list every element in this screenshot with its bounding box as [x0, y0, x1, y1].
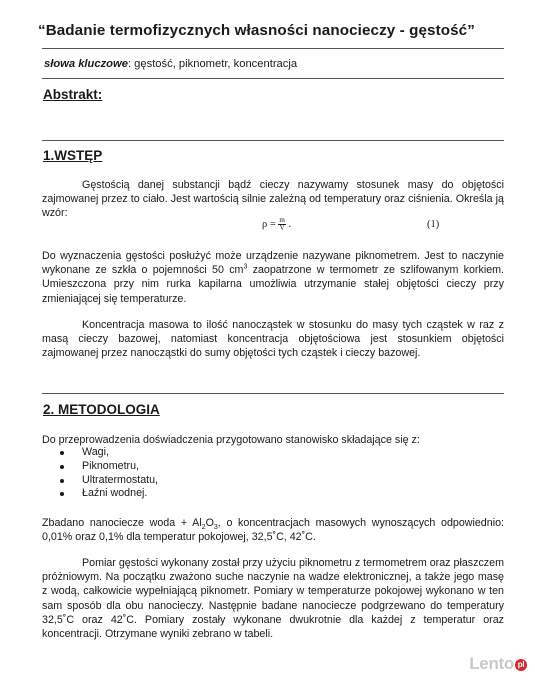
section-heading-metodologia: 2. METODOLOGIA — [43, 402, 160, 417]
watermark-text: Lento — [469, 654, 514, 673]
keywords-line — [44, 58, 297, 70]
samples-text-1: Zbadano nanociecze woda + Al — [42, 517, 202, 529]
watermark-logo — [469, 654, 527, 674]
document-title: “Badanie termofizycznych własności nanocieczy - gęstość” — [38, 22, 475, 39]
formula-tail: . — [285, 218, 292, 230]
pycnometer-text-1: Do wyznaczenia gęstości posłużyć może urządzenie nazywane piknometrem. Jest to naczynie wykonane ze szkła o pojemności 50 cm — [42, 250, 504, 277]
abstract-rule — [42, 140, 504, 141]
methodology-intro: Do przeprowadzenia doświadczenia przygotowano stanowisko składające się z: — [42, 434, 420, 446]
intro-paragraph-density: Gęstością danej substancji bądź cieczy nazywamy stosunek masy do objętości zajmowanej przez to ciało. Jest wartością silnie zależną od temperatury oraz ciśnienia. Określa ją wzór: — [42, 179, 504, 220]
samples-text-2: O — [205, 517, 214, 529]
pycnometer-superscript: 3 — [243, 263, 248, 271]
list-item: Piknometru, — [58, 460, 358, 474]
formula-lhs: ρ = — [262, 218, 279, 230]
title-rule — [42, 48, 504, 49]
list-item: Ultratermostatu, — [58, 474, 358, 488]
keywords-separator: : — [127, 58, 135, 70]
formula-numerator: m — [279, 216, 285, 224]
list-item: Łaźni wodnej. — [58, 487, 358, 501]
keywords-label: słowa kluczowe — [44, 58, 128, 70]
formula-fraction — [278, 217, 285, 232]
samples-subscript-1: 2 — [201, 524, 206, 532]
pycnometer-text-2: zaopatrzone w termometr ze szlifowanym korkiem. Umieszczona przy nim rurka kapilarna umożliwia utrzymanie stałej objętości cieczy przy zmieniającej się temperaturze. — [42, 264, 505, 305]
paragraph-samples — [42, 516, 504, 544]
section-heading-wstep: 1.WSTĘP — [43, 148, 103, 163]
section1-rule — [42, 393, 504, 394]
keywords-values: gęstość, piknometr, koncentracja — [134, 58, 298, 70]
formula-number: (1) — [427, 219, 440, 230]
paragraph-concentration: Koncentracja masowa to ilość nanocząstek w stosunku do masy tych cząstek w raz z masą cieczy bazowej, natomiast koncentracja objętościowa jest stosunkiem objętości zajmowanej przez nanocząstki do sumy objętości tych cząstek i cieczy bazowej. — [42, 319, 504, 360]
density-formula — [262, 217, 291, 232]
keywords-rule — [42, 78, 504, 79]
samples-subscript-2: 3 — [213, 524, 218, 532]
paragraph-measurement: Pomiar gęstości wykonany został przy użyciu piknometru z termometrem oraz płaszczem próżniowym. Na początku zważono suche naczynie na wadze elektronicznej, a także jego masę z wodą, całkowicie wypełniającą piknometr. Pomiary w temperaturze pokojowej wykonano w ten sam sposób dla obu nanocieczy. Następnie badane nanociecze podgrzewano do temperatury 32,5˚C oraz 42˚C. Pomiary zostały wykonane dwukrotnie dla każdej z temperatur oraz koncentracji. Otrzymane wyniki zebrano w tabeli. — [42, 557, 504, 641]
paragraph-pycnometer — [42, 249, 504, 306]
watermark-badge: pl — [515, 659, 527, 671]
samples-text-3: , o koncentracjach masowych wynoszących odpowiednio: 0,01% oraz 0,1% dla temperatur pokojowej, 32,5˚C, 42˚C. — [42, 517, 504, 544]
list-item: Wagi, — [58, 446, 358, 460]
equipment-list — [58, 446, 358, 501]
abstract-heading: Abstrakt: — [43, 87, 103, 102]
formula-denominator: V — [279, 224, 285, 232]
